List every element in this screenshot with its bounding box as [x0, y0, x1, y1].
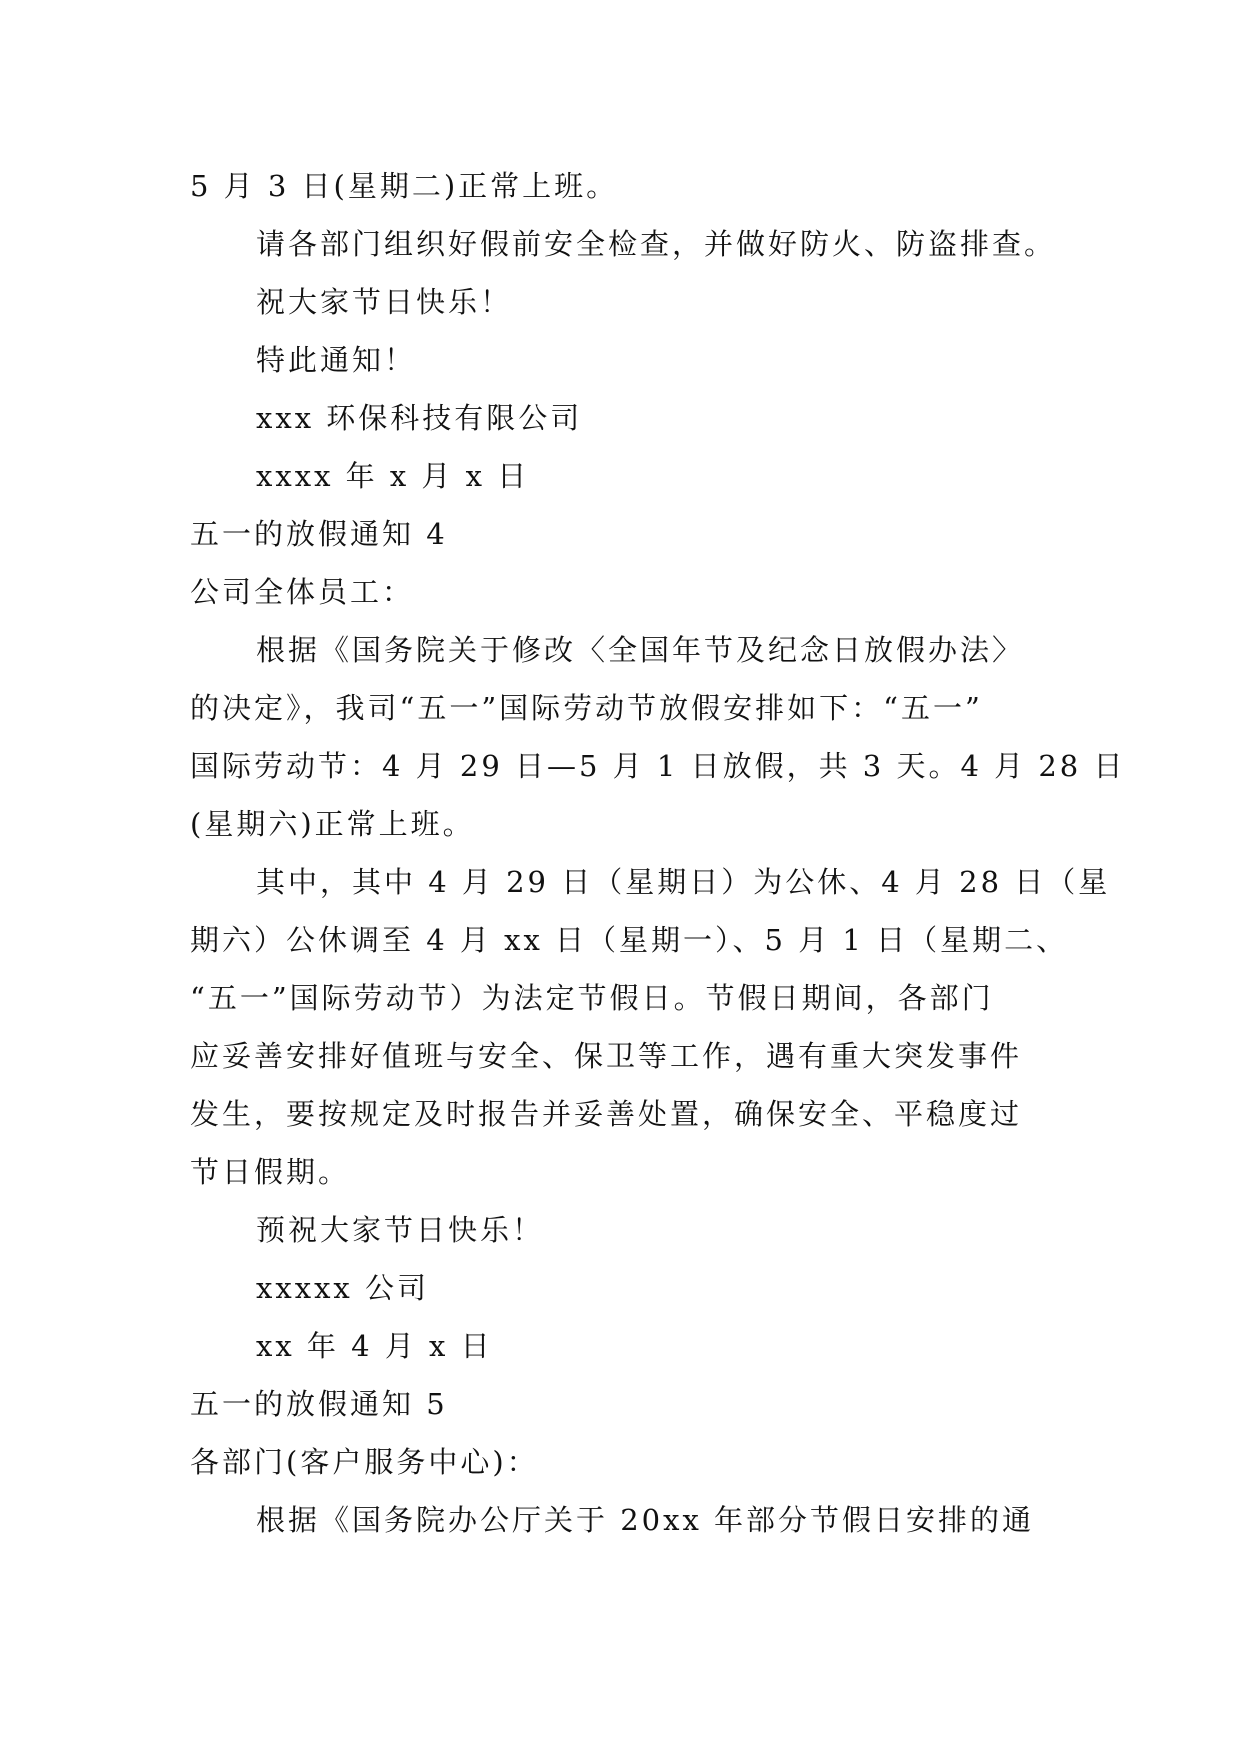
paragraph-line: 国际劳动节：4 月 29 日—5 月 1 日放假，共 3 天。4 月 28 日: [190, 749, 1126, 783]
section-heading: 五一的放假通知 4: [190, 517, 448, 551]
paragraph-line: 节日假期。: [190, 1155, 351, 1189]
salutation: 公司全体员工：: [190, 575, 415, 609]
paragraph-line: 期六）公休调至 4 月 xx 日（星期一）、5 月 1 日（星期二、: [190, 923, 1069, 957]
paragraph-line: 祝大家节日快乐！: [256, 285, 513, 319]
company-name: xxxxx 公司: [256, 1271, 429, 1305]
date-line: xx 年 4 月 x 日: [256, 1329, 493, 1363]
date-line: xxxx 年 x 月 x 日: [256, 459, 530, 493]
paragraph-line: 发生，要按规定及时报告并妥善处置，确保安全、平稳度过: [190, 1097, 1023, 1131]
paragraph-line: 特此通知！: [256, 343, 417, 377]
paragraph-line: 预祝大家节日快乐！: [256, 1213, 545, 1247]
section-heading: 五一的放假通知 5: [190, 1387, 448, 1421]
paragraph-line: 请各部门组织好假前安全检查，并做好防火、防盗排查。: [256, 227, 1057, 261]
paragraph-line: 5 月 3 日(星期二)正常上班。: [190, 169, 619, 203]
paragraph-line: 根据《国务院关于修改〈全国年节及纪念日放假办法〉: [256, 633, 1025, 667]
paragraph-line: 应妥善安排好值班与安全、保卫等工作，遇有重大突发事件: [190, 1039, 1023, 1073]
paragraph-line: “五一”国际劳动节）为法定节假日。节假日期间，各部门: [190, 981, 994, 1015]
paragraph-line: 其中，其中 4 月 29 日（星期日）为公休、4 月 28 日（星: [256, 865, 1111, 899]
paragraph-line: 根据《国务院办公厅关于 20xx 年部分节假日安排的通: [256, 1503, 1035, 1537]
company-name: xxx 环保科技有限公司: [256, 401, 583, 435]
paragraph-line: (星期六)正常上班。: [190, 807, 475, 841]
salutation: 各部门(客户服务中心)：: [190, 1445, 539, 1479]
paragraph-line: 的决定》，我司“五一”国际劳动节放假安排如下：“五一”: [190, 691, 983, 725]
